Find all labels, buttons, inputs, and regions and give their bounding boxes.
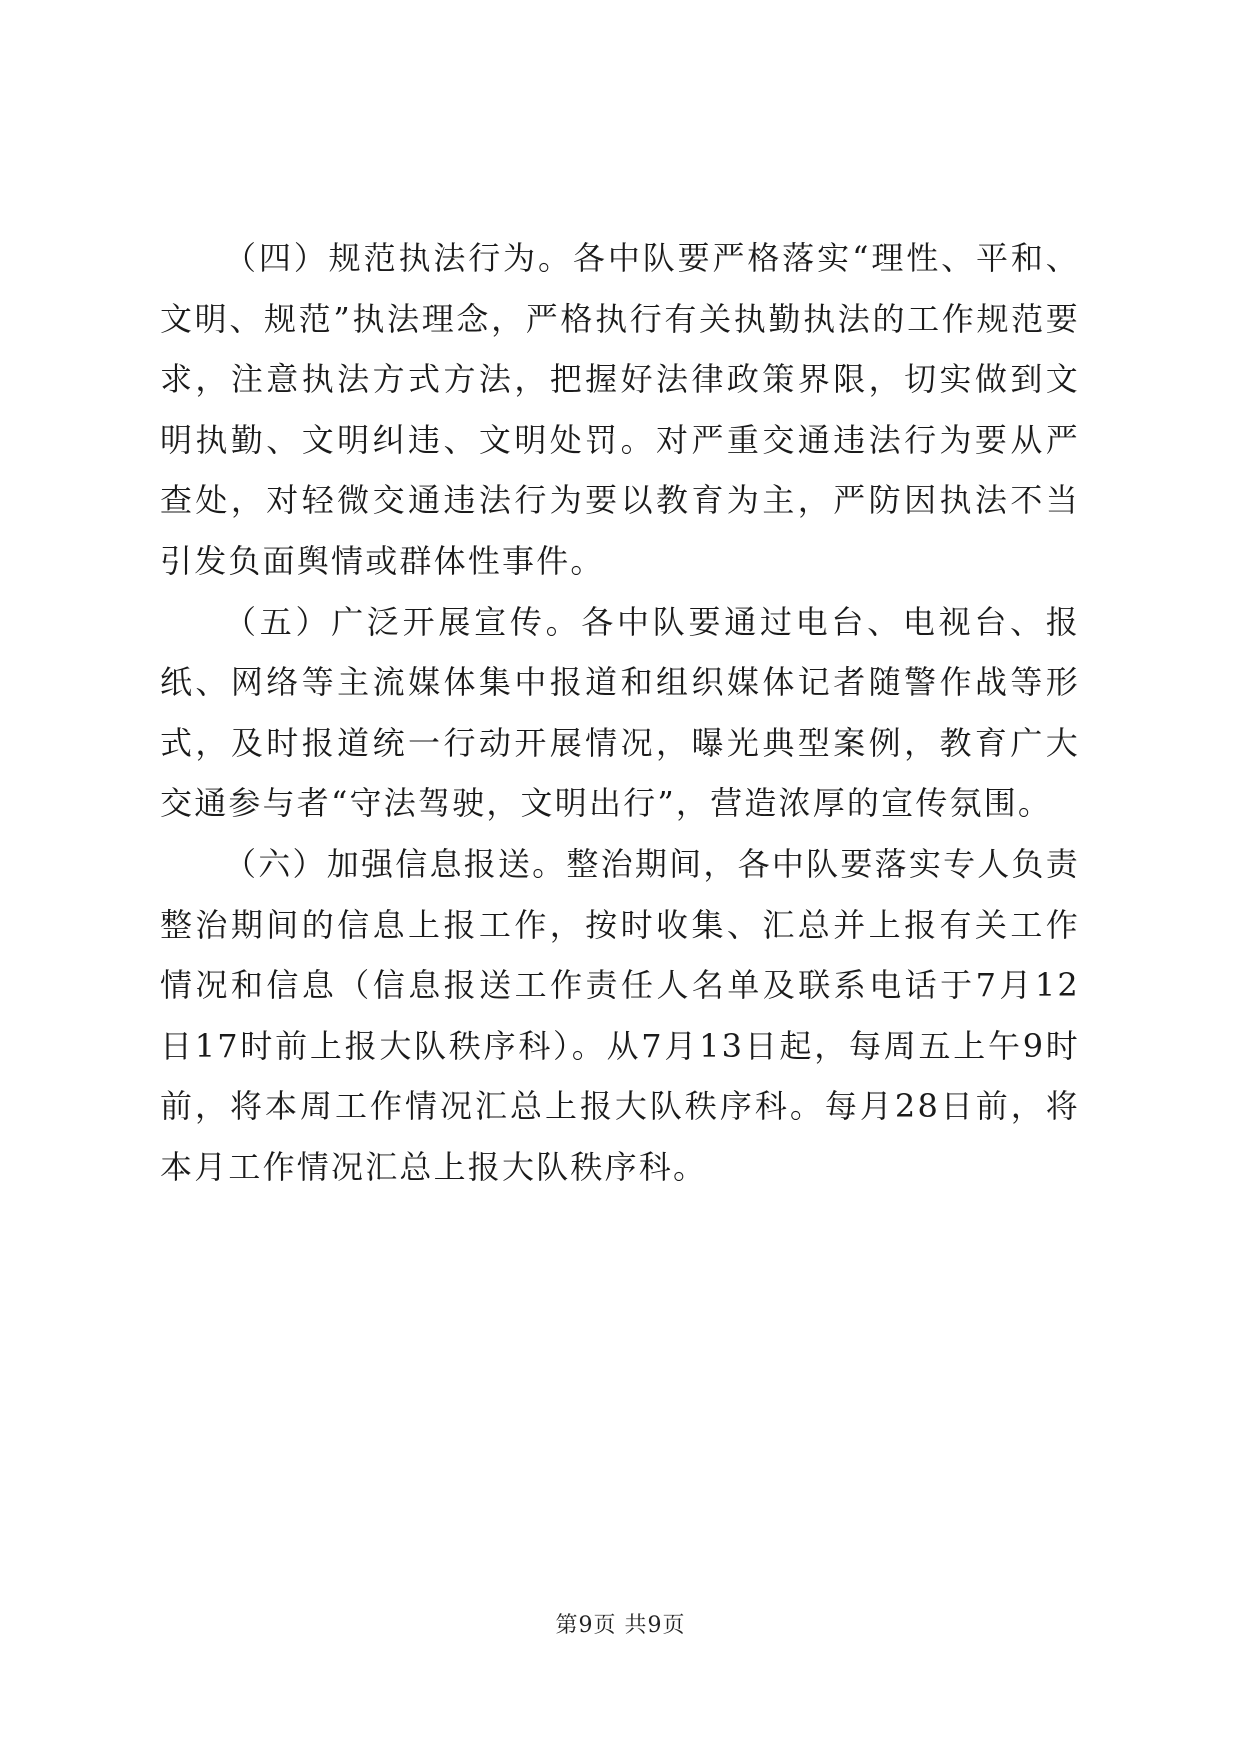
paragraph-section-4: （四）规范执法行为。各中队要严格落实“理性、平和、文明、规范”执法理念，严格执行有关执勤执法的工作规范要求，注意执法方式方法，把握好法律政策界限，切实做到文明执勤、文明纠违、文明处罚。对严重交通违法行为要从严查处，对轻微交通违法行为要以教育为主，严防因执法不当引发负面舆情或群体性事件。 — [160, 239, 1080, 580]
paragraph-section-5: （五）广泛开展宣传。各中队要通过电台、电视台、报纸、网络等主流媒体集中报道和组织媒体记者随警作战等形式，及时报道统一行动开展情况，曝光典型案例，教育广大交通参与者“守法驾驶，文明出行”，营造浓厚的宣传氛围。 — [160, 602, 1080, 823]
page-number-footer: 第9页 共9页 — [555, 1613, 686, 1638]
document-body — [160, 228, 1080, 1198]
paragraph-section-6: （六）加强信息报送。整治期间，各中队要落实专人负责整治期间的信息上报工作，按时收集、汇总并上报有关工作情况和信息（信息报送工作责任人名单及联系电话于7月12日17时前上报大队秩序科）。从7月13日起，每周五上午9时前，将本周工作情况汇总上报大队秩序科。每月28日前，将本月工作情况汇总上报大队秩序科。 — [160, 844, 1080, 1186]
